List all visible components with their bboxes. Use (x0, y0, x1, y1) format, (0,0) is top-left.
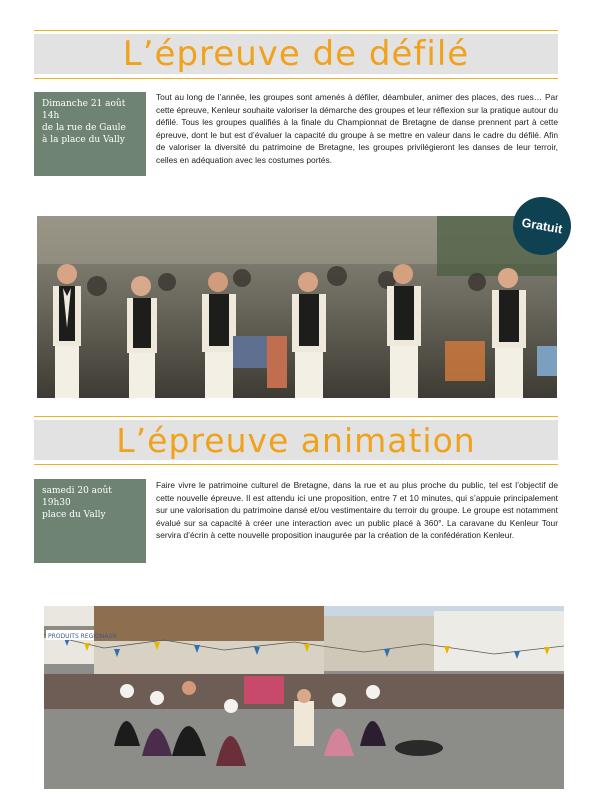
section1-body: Tout au long de l’année, les groupes sont amenés à défiler, déambuler, animer des places, des rues… Par cette épreuve, Kenleur souhaite valoriser la démarche des groupes et leur réflexion sur la pratique autour du défilé. Tous les groupes qualifiés à la finale du Championnat de Bretagne de danse prennent part à cette épreuve, dont le but est d’évaluer la capacité du groupe à se mettre en valeur dans le cadre du défilé. Afin de valoriser la diversité du patrimoine de Bretagne, les groupes privilégieront les danses de leur terroir, celles en adéquation avec les costumes portés. (156, 92, 558, 165)
place-line: à la place du Vally (42, 135, 125, 145)
shop-sign: PRODUITS REGIONAUX (48, 633, 117, 640)
free-badge: Gratuit (508, 192, 575, 259)
section1-title: L’épreuve de défilé (34, 34, 558, 74)
time-line: 19h30 (42, 498, 71, 508)
animation-photo (44, 606, 564, 789)
title-rule-top (34, 416, 558, 417)
title-rule-top (34, 30, 558, 31)
section2-title: L’épreuve animation (34, 420, 558, 460)
place-line: place du Vally (42, 510, 106, 520)
parade-photo (37, 216, 557, 398)
title-rule-bottom (34, 464, 558, 465)
place-line: de la rue de Gaule (42, 123, 126, 133)
time-line: 14h (42, 111, 60, 121)
date-line: Dimanche 21 août (42, 99, 126, 109)
date-line: samedi 20 août (42, 486, 112, 496)
title-rule-bottom (34, 78, 558, 79)
section1-date-box (34, 92, 146, 176)
section2-body: Faire vivre le patrimoine culturel de Bretagne, dans la rue et au plus proche du public, tel est l’objectif de cette nouvelle épreuve. Il est attendu ici une proposition, entre 7 et 10 minutes, qui s’appuie principalement sur une valorisation du patrimoine dansé et/ou vestimentaire du terroir du groupe. Le groupe est notamment évalué sur sa capacité à créer une interaction avec un public placé à 360°. La caravane du Kenleur Tour servira d’écrin à cette nouvelle proposition inaugurée par la création de la confédération Kenleur. (156, 480, 558, 540)
section2-date-box (34, 479, 146, 563)
